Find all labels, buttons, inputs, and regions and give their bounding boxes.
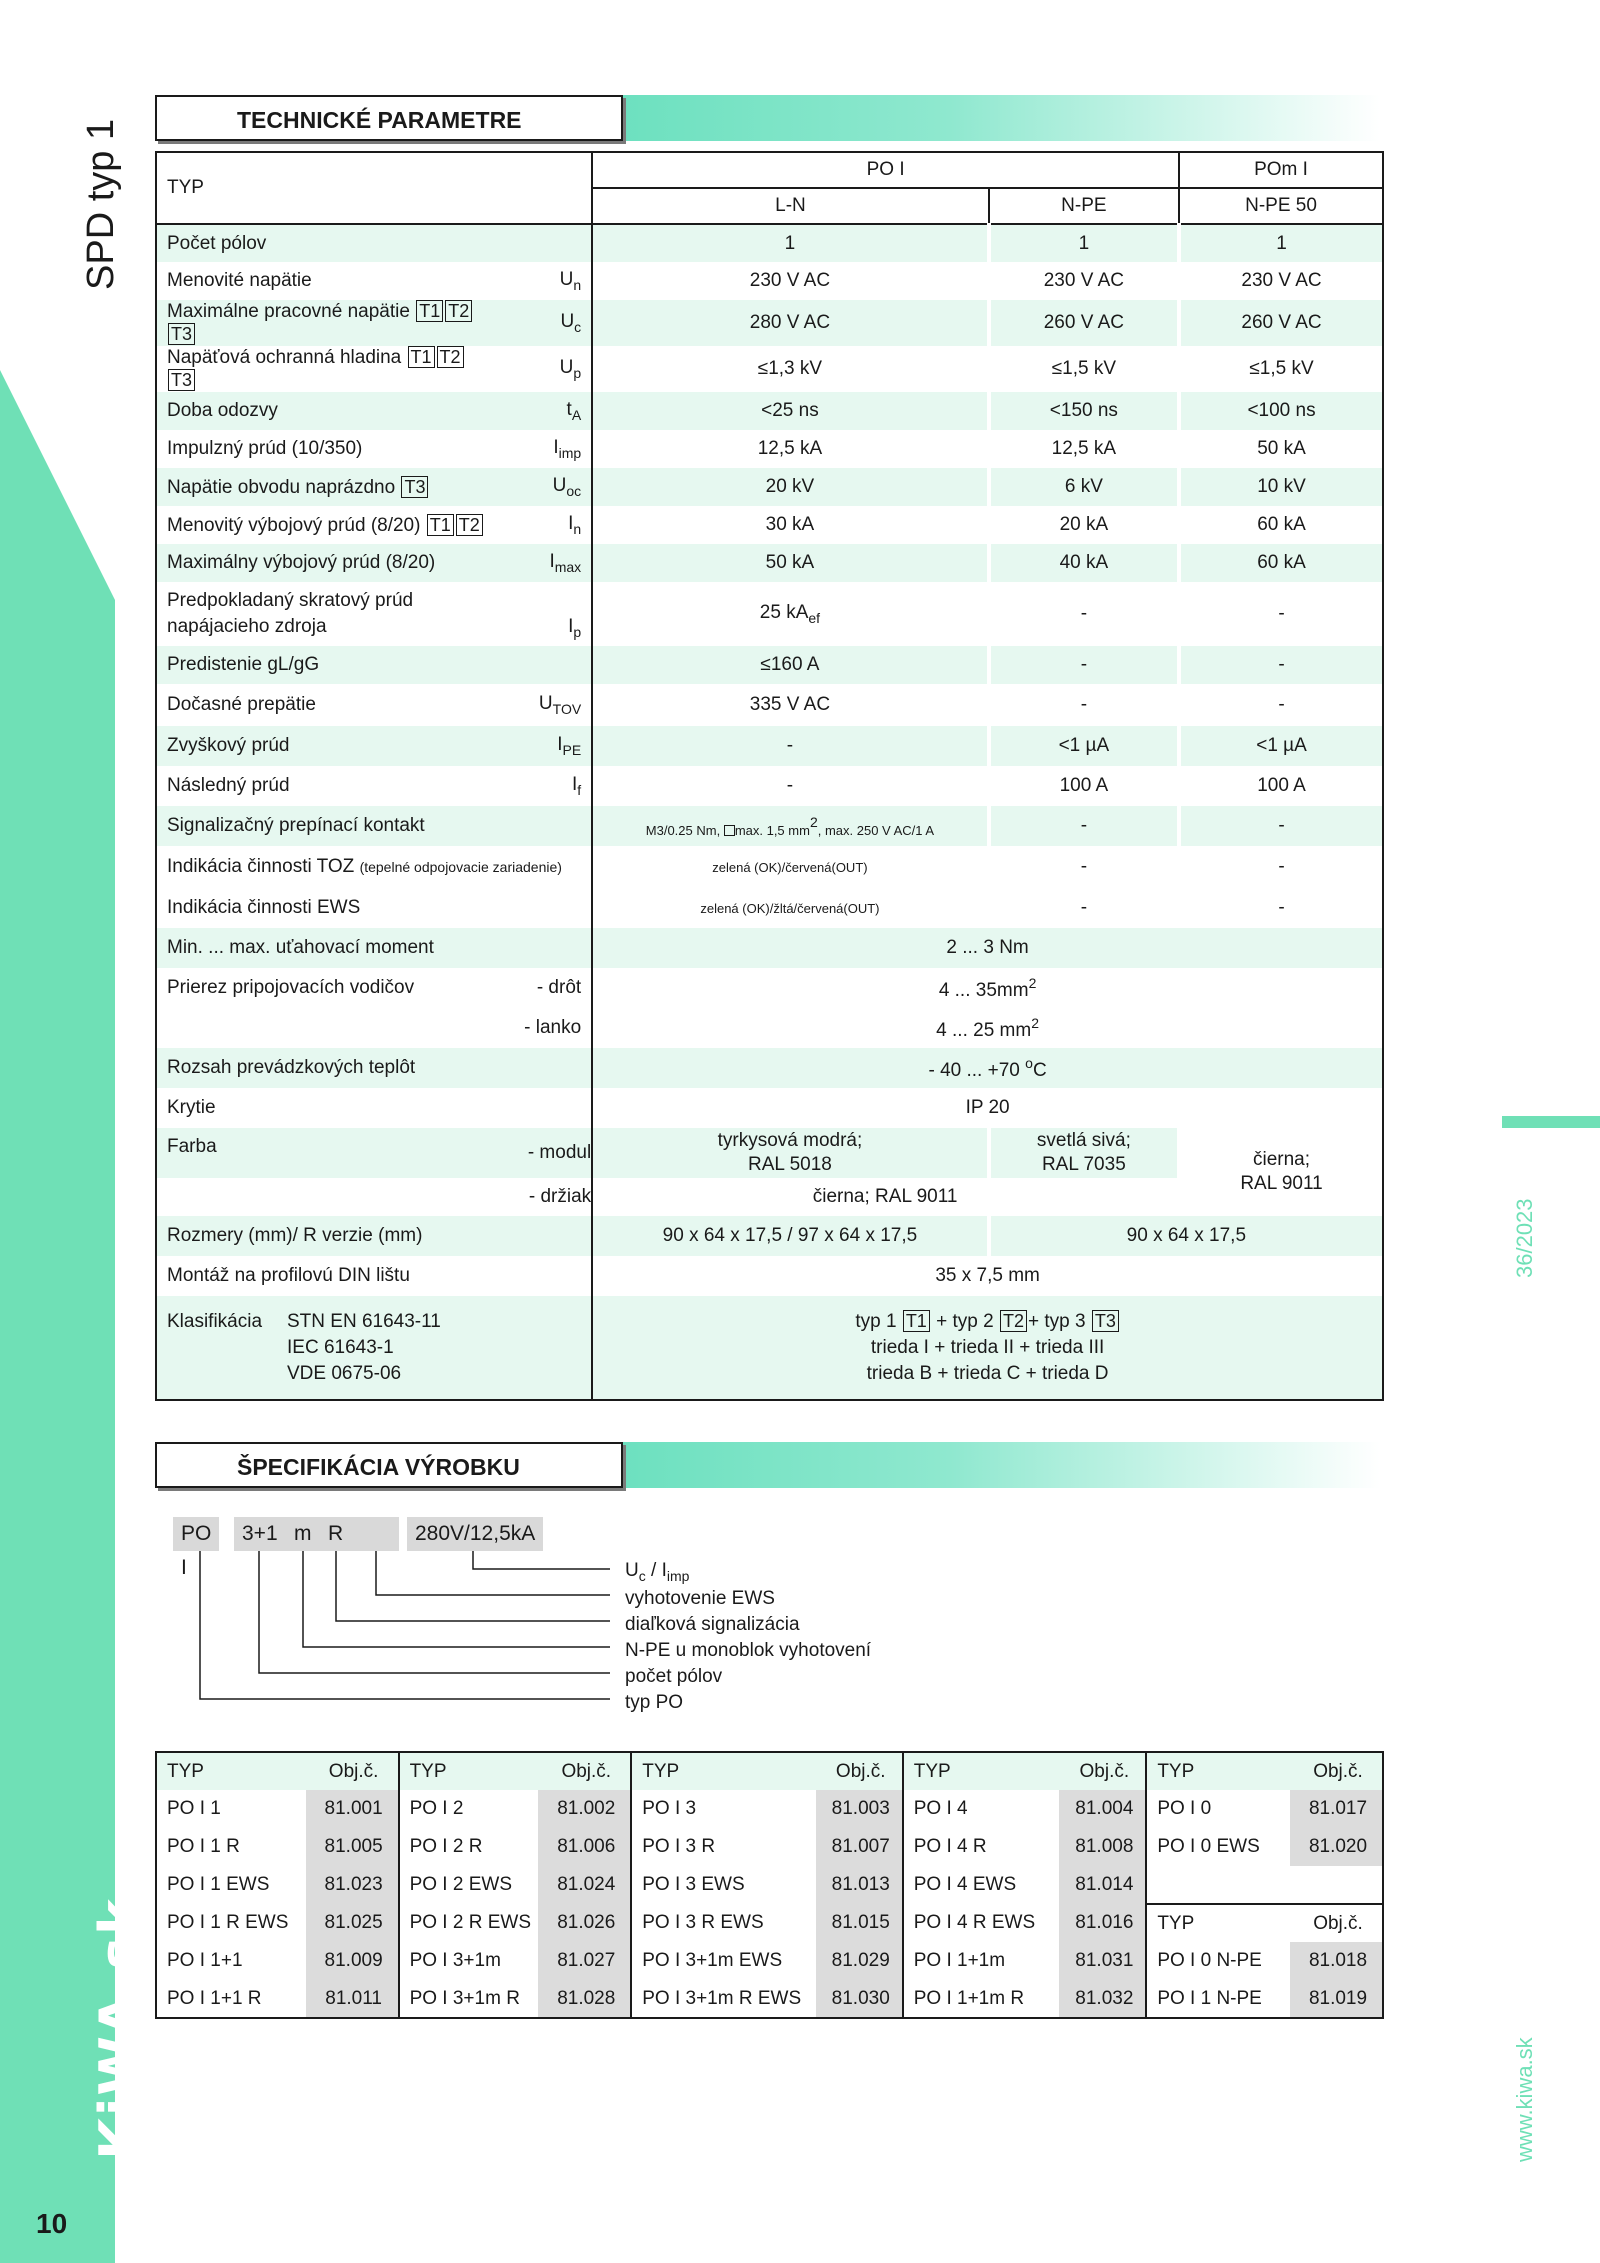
order-type: PO I 1 N-PE <box>1146 1980 1290 2018</box>
row-value: 90 x 64 x 17,5 <box>989 1216 1383 1256</box>
section-header-technical <box>155 95 1380 141</box>
code-part: m <box>286 1517 320 1551</box>
section-title: ŠPECIFIKÁCIA VÝROBKU <box>237 1454 520 1480</box>
row-value: 12,5 kA <box>592 430 989 468</box>
t2-tag: T2 <box>445 300 472 322</box>
order-row <box>156 1828 1383 1866</box>
row-symbol: $I_n$ <box>568 513 582 537</box>
row-value: ≤1,5 kV <box>1179 346 1383 392</box>
obj-header: Obj.č. <box>306 1752 399 1790</box>
order-number: 81.026 <box>538 1904 631 1942</box>
table-row <box>156 300 1383 346</box>
order-number: 81.031 <box>1059 1942 1146 1980</box>
row-value: 10 kV <box>1179 468 1383 506</box>
typ-header: TYP <box>1146 1752 1290 1790</box>
order-number: 81.025 <box>306 1904 399 1942</box>
order-type: PO I 2 R <box>399 1828 539 1866</box>
row-label: Zvyškový prúd <box>156 726 502 766</box>
row-label: Dočasné prepätie <box>167 694 316 715</box>
order-number: 81.009 <box>306 1942 399 1980</box>
npe-header: N-PE <box>989 188 1179 224</box>
code-part: PO I <box>173 1517 219 1551</box>
row-symbol: $I_f$ <box>572 774 582 798</box>
row-sublabel: - lanko <box>524 1017 582 1038</box>
t3-tag: T3 <box>401 476 428 498</box>
row-value: 4 ... $35mm^2$ <box>592 968 1383 1008</box>
typ-header: TYP <box>903 1752 1060 1790</box>
obj-header: Obj.č. <box>816 1752 903 1790</box>
table-row <box>156 726 1383 766</box>
row-value: - <box>989 646 1179 684</box>
row-label: Indikácia činnosti EWS <box>167 897 361 918</box>
order-number: 81.016 <box>1059 1904 1146 1942</box>
row-label: Predistenie gL/gG <box>156 646 592 684</box>
order-row <box>156 1790 1383 1828</box>
table-row <box>156 392 1383 430</box>
table-row <box>156 968 1383 1008</box>
row-value: 50 kA <box>592 544 989 582</box>
row-value: ≤1,5 kV <box>989 346 1179 392</box>
table-row <box>156 806 1383 846</box>
order-number: Obj.č. <box>1290 1904 1383 1942</box>
row-symbol: $I_{max}$ <box>502 544 593 582</box>
typ-header: TYP <box>399 1752 539 1790</box>
table-row <box>156 766 1383 806</box>
code-part <box>351 1517 399 1551</box>
t1-tag: T1 <box>416 300 443 322</box>
row-value: - <box>592 726 989 766</box>
row-symbol: $U_{TOV}$ <box>538 693 582 717</box>
row-value: 20 kV <box>592 468 989 506</box>
row-value: 230 V AC <box>989 262 1179 300</box>
obj-header: Obj.č. <box>1290 1752 1383 1790</box>
table-row <box>156 846 1383 888</box>
order-type <box>1146 1866 1290 1904</box>
order-number: 81.006 <box>538 1828 631 1866</box>
po-i-header: PO I <box>592 152 1179 188</box>
order-type: PO I 1+1m R <box>903 1980 1060 2018</box>
row-value: IP 20 <box>592 1088 1383 1128</box>
row-label: Doba odozvy <box>156 392 502 430</box>
row-label: Menovitý výbojový prúd (8/20) T1 T2 <box>156 506 502 544</box>
row-label: Min. ... max. uťahovací moment <box>156 928 592 968</box>
row-value: 335 V AC <box>592 684 989 726</box>
row-value: - <box>592 766 989 806</box>
row-value: <1 µA <box>989 726 1179 766</box>
row-label: Napäťová ochranná hladina T1 T2T3 <box>156 346 502 392</box>
row-value: 1 <box>1179 224 1383 262</box>
table-row <box>156 1296 1383 1400</box>
row-value: - <box>1179 582 1383 646</box>
order-number: 81.014 <box>1059 1866 1146 1904</box>
table-row <box>156 430 1383 468</box>
order-type: PO I 1+1 <box>167 1950 243 1971</box>
legend-poles: počet pólov <box>625 1666 723 1687</box>
order-number: 81.018 <box>1290 1942 1383 1980</box>
t3-tag: T3 <box>1092 1310 1119 1332</box>
row-value: <25 ns <box>592 392 989 430</box>
section-header-spec <box>155 1442 1380 1488</box>
order-type: PO I 4 R EWS <box>903 1904 1060 1942</box>
row-value: 2 ... 3 Nm <box>592 928 1383 968</box>
pom-i-header: POm I <box>1179 152 1383 188</box>
row-symbol: $U_p$ <box>559 357 582 381</box>
row-value: 60 kA <box>1179 506 1383 544</box>
row-sublabel: - modul <box>502 1128 593 1178</box>
typ-header: TYP <box>156 1752 306 1790</box>
order-type: PO I 1 <box>167 1798 221 1819</box>
order-type: PO I 1 R <box>167 1836 240 1857</box>
row-value: ≤1,3 kV <box>592 346 989 392</box>
order-type: PO I 4 EWS <box>903 1866 1060 1904</box>
order-type: PO I 2 R EWS <box>399 1904 539 1942</box>
row-symbol: $U_c$ <box>502 300 593 346</box>
order-type: PO I 3+1m EWS <box>631 1942 816 1980</box>
order-type: PO I 3+1m R <box>399 1980 539 2018</box>
order-number: 81.029 <box>816 1942 903 1980</box>
row-value: 1 <box>989 224 1179 262</box>
row-label: Prierez pripojovacích vodičov <box>167 977 415 998</box>
table-row <box>156 1256 1383 1296</box>
issue-label: 36/2023 <box>1512 1198 1537 1278</box>
row-value: <1 µA <box>1179 726 1383 766</box>
technical-parameters-table <box>155 151 1384 1401</box>
order-number: 81.027 <box>538 1942 631 1980</box>
row-label: Farba <box>156 1128 502 1178</box>
row-value: 100 A <box>1179 766 1383 806</box>
order-type: PO I 3 R <box>631 1828 816 1866</box>
t1-tag: T1 <box>408 346 435 368</box>
row-value: 50 kA <box>1179 430 1383 468</box>
row-symbol: $I_p$ <box>568 616 582 640</box>
row-value: 280 V AC <box>592 300 989 346</box>
order-header-row <box>156 1752 1383 1790</box>
obj-header: Obj.č. <box>538 1752 631 1790</box>
row-label: Počet pólov <box>156 224 592 262</box>
order-type: PO I 4 R <box>903 1828 1060 1866</box>
row-value: <150 ns <box>989 392 1179 430</box>
order-number: 81.004 <box>1059 1790 1146 1828</box>
row-value: zelená (OK)/červená(OUT) <box>592 846 989 888</box>
row-value: 230 V AC <box>592 262 989 300</box>
order-number: 81.003 <box>816 1790 903 1828</box>
order-type: PO I 3 R EWS <box>631 1904 816 1942</box>
row-label: Montáž na profilovú DIN lištu <box>167 1265 410 1286</box>
row-value: typ 1 T1 + typ 2 T2 + typ 3 T3 trieda I + trieda II + trieda III trieda B + trieda C + trieda D <box>592 1296 1383 1400</box>
order-number: 81.032 <box>1059 1980 1146 2018</box>
side-title: SPD typ 1 <box>80 118 122 290</box>
order-type: PO I 3 <box>631 1790 816 1828</box>
row-value: 230 V AC <box>1179 262 1383 300</box>
legend-typ: typ PO <box>625 1692 684 1713</box>
table-row <box>156 1048 1383 1088</box>
order-type: PO I 1 R EWS <box>167 1912 289 1933</box>
order-type: PO I 1+1 R <box>167 1987 262 2009</box>
row-value: čierna; RAL 9011 <box>592 1178 1179 1216</box>
row-value: - 40 ... +70 $^o$C <box>592 1048 1383 1088</box>
website-label: www.kiwa.sk <box>1512 2037 1537 2162</box>
table-row <box>156 346 1383 392</box>
row-label: Krytie <box>167 1097 216 1118</box>
table-header-row <box>156 152 1383 188</box>
order-number: 81.013 <box>816 1866 903 1904</box>
row-symbol: $I_{PE}$ <box>502 726 593 766</box>
order-number: 81.028 <box>538 1980 631 2018</box>
typ-header: TYP <box>631 1752 816 1790</box>
row-value: <100 ns <box>1179 392 1383 430</box>
code-part: 3+1 <box>234 1517 286 1551</box>
order-type: PO I 2 EWS <box>399 1866 539 1904</box>
t3-tag: T3 <box>168 323 195 345</box>
row-symbol: $U_n$ <box>559 269 582 293</box>
code-part: 280V/12,5kA <box>407 1517 543 1551</box>
row-value: 60 kA <box>1179 544 1383 582</box>
row-value: - <box>989 684 1179 726</box>
row-value: 260 V AC <box>1179 300 1383 346</box>
order-number: 81.024 <box>538 1866 631 1904</box>
order-type: PO I 1+1m <box>903 1942 1060 1980</box>
row-label: Napätie obvodu naprázdno T3 <box>156 468 502 506</box>
t3-tag: T3 <box>168 369 195 391</box>
row-label: Impulzný prúd (10/350) <box>167 438 363 459</box>
row-label: Rozsah prevádzkových teplôt <box>156 1048 592 1088</box>
order-type: PO I 1 EWS <box>167 1874 270 1895</box>
row-value: ≤160 A <box>592 646 989 684</box>
row-value: - <box>1179 806 1383 846</box>
row-value: 40 kA <box>989 544 1179 582</box>
row-label: Maximálny výbojový prúd (8/20) <box>156 544 502 582</box>
row-sublabel: - drôt <box>536 977 582 998</box>
legend-dial: diaľková signalizácia <box>625 1614 800 1635</box>
t1-tag: T1 <box>903 1310 930 1332</box>
row-symbol: $I_{imp}$ <box>553 437 582 461</box>
order-table <box>155 1751 1384 2019</box>
order-number: 81.030 <box>816 1980 903 2018</box>
order-number: 81.011 <box>306 1980 399 2018</box>
order-row <box>156 1866 1383 1904</box>
row-value: - <box>1179 846 1383 888</box>
order-number: 81.001 <box>306 1790 399 1828</box>
order-row <box>156 1942 1383 1980</box>
legend-npe: N-PE u monoblok vyhotovení <box>625 1640 872 1661</box>
table-row <box>156 684 1383 726</box>
row-value: 90 x 64 x 17,5 / 97 x 64 x 17,5 <box>592 1216 989 1256</box>
row-value: 4 ... 25 $mm^2$ <box>592 1008 1383 1048</box>
row-label: Predpokladaný skratový prúd napájacieho zdroja <box>167 590 414 637</box>
row-value: 20 kA <box>989 506 1179 544</box>
order-type: PO I 2 <box>399 1790 539 1828</box>
row-value: - <box>989 582 1179 646</box>
section-title: TECHNICKÉ PARAMETRE <box>237 107 522 133</box>
order-type: PO I 3+1m <box>399 1942 539 1980</box>
t1-tag: T1 <box>427 514 454 536</box>
order-type: PO I 0 N-PE <box>1146 1942 1290 1980</box>
row-label: Maximálne pracovné napätie T1 T2T3 <box>156 300 502 346</box>
row-value: - <box>1179 684 1383 726</box>
order-number: 81.008 <box>1059 1828 1146 1866</box>
order-type: PO I 0 EWS <box>1146 1828 1290 1866</box>
table-row <box>156 544 1383 582</box>
order-number <box>1290 1866 1383 1904</box>
order-type: TYP <box>1146 1904 1290 1942</box>
table-row <box>156 1008 1383 1048</box>
table-row <box>156 262 1383 300</box>
row-value: tyrkysová modrá; RAL 5018 <box>592 1128 989 1178</box>
t2-tag: T2 <box>456 514 483 536</box>
order-number: 81.023 <box>306 1866 399 1904</box>
table-row <box>156 888 1383 928</box>
row-value: 35 x 7,5 mm <box>592 1256 1383 1296</box>
row-value: - <box>989 806 1179 846</box>
row-value: čierna; RAL 9011 <box>1179 1128 1383 1216</box>
typ-header: TYP <box>156 152 592 224</box>
obj-header: Obj.č. <box>1059 1752 1146 1790</box>
order-number: 81.015 <box>816 1904 903 1942</box>
square-icon <box>724 825 735 836</box>
order-number: 81.007 <box>816 1828 903 1866</box>
row-label: Rozmery (mm)/ R verzie (mm) <box>156 1216 592 1256</box>
order-type: PO I 3 EWS <box>631 1866 816 1904</box>
order-number: 81.017 <box>1290 1790 1383 1828</box>
row-value: 6 kV <box>989 468 1179 506</box>
npe50-header: N-PE 50 <box>1179 188 1383 224</box>
t2-tag: T2 <box>437 346 464 368</box>
table-row <box>156 928 1383 968</box>
row-value: - <box>989 846 1179 888</box>
page-number: 10 <box>36 2208 68 2239</box>
order-number: 81.019 <box>1290 1980 1383 2018</box>
ln-header: L-N <box>592 188 989 224</box>
table-row <box>156 224 1383 262</box>
order-type: PO I 4 <box>903 1790 1060 1828</box>
row-value: 1 <box>592 224 989 262</box>
legend-uc-imp: $U_c / I_{imp}$ <box>625 1560 690 1584</box>
row-value: 100 A <box>989 766 1179 806</box>
table-row <box>156 1128 1383 1178</box>
logo: KiWA.sk <box>88 1897 151 2160</box>
t2-tag: T2 <box>1000 1310 1027 1332</box>
row-value: - <box>1179 888 1383 928</box>
table-row <box>156 1216 1383 1256</box>
row-label: Signalizačný prepínací kontakt <box>156 806 592 846</box>
legend-ews: vyhotovenie EWS <box>625 1588 775 1609</box>
row-sublabel: - držiak <box>528 1186 592 1207</box>
row-label: Indikácia činnosti TOZ (tepelné odpojovacie zariadenie) <box>167 856 562 877</box>
row-value: 30 kA <box>592 506 989 544</box>
order-type: PO I 0 <box>1146 1790 1290 1828</box>
order-type: PO I 3+1m R EWS <box>631 1980 816 2018</box>
order-number: 81.005 <box>306 1828 399 1866</box>
code-part: R <box>320 1517 351 1551</box>
row-value: 25 $kA_{ef}$ <box>592 582 989 646</box>
row-value: zelená (OK)/žltá/červená(OUT) <box>592 888 989 928</box>
table-row <box>156 582 1383 646</box>
row-value: svetlá sivá; RAL 7035 <box>989 1128 1179 1178</box>
row-value: - <box>1179 646 1383 684</box>
row-value: - <box>989 888 1179 928</box>
accent-bar <box>1502 1116 1600 1128</box>
row-label: Menovité napätie <box>167 270 312 291</box>
row-value: M3/0.25 Nm, max. 1,5 mm2, max. 250 V AC/1 A <box>592 806 989 846</box>
order-row <box>156 1980 1383 2018</box>
row-value: 12,5 kA <box>989 430 1179 468</box>
table-row <box>156 1088 1383 1128</box>
order-row <box>156 1904 1383 1942</box>
row-symbol: $t_A$ <box>502 392 593 430</box>
row-value: 260 V AC <box>989 300 1179 346</box>
row-symbol: $U_{oc}$ <box>502 468 593 506</box>
table-row <box>156 506 1383 544</box>
row-label: Klasifikácia STN EN 61643-11 IEC 61643-1 VDE 0675-06 <box>156 1296 592 1400</box>
order-number: 81.002 <box>538 1790 631 1828</box>
order-number: 81.020 <box>1290 1828 1383 1866</box>
table-row <box>156 468 1383 506</box>
table-row <box>156 646 1383 684</box>
row-label: Následný prúd <box>167 775 290 796</box>
